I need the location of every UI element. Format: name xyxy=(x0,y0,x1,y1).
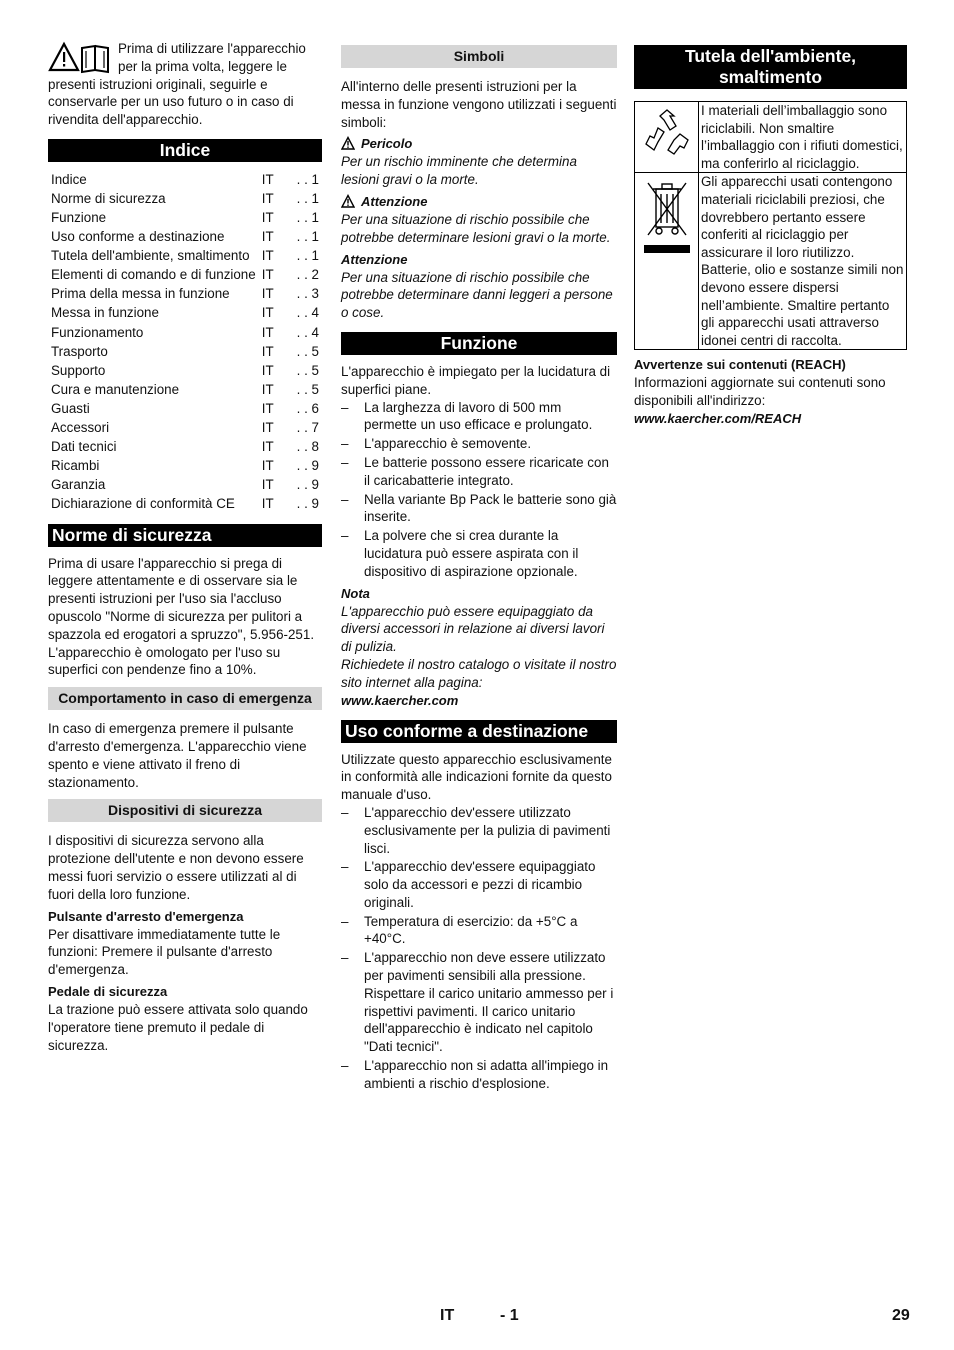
pedal-heading: Pedale di sicurezza xyxy=(48,984,168,1000)
toc-entry-name: Norme di sicurezza xyxy=(51,190,166,206)
toc-entry-name: Elementi di comando e di funzione xyxy=(51,267,256,283)
function-list xyxy=(341,399,617,581)
pedal-body: La trazione può essere attivata solo quando l'operatore tiene premuto il pedale di sicurezza. xyxy=(48,1002,308,1053)
toc-entry-name: Indice xyxy=(51,171,87,187)
emergency-heading: Comportamento in caso di emergenza xyxy=(48,687,322,710)
toc-row[interactable] xyxy=(48,475,322,494)
warning-manual-icon xyxy=(48,40,112,74)
toc-entry-lang: IT xyxy=(261,229,274,245)
toc-row[interactable] xyxy=(48,189,322,208)
safety-body-2: L'apparecchio è omologato per l'uso su superfici con pendenze fino a 10%. xyxy=(48,644,281,678)
list-item: – L'apparecchio non si adatta all'impiego in ambienti a rischio d'esplosione. xyxy=(341,1057,617,1093)
toc-entry-name: Dati tecnici xyxy=(51,439,117,455)
toc-entry-page: . . 1 xyxy=(296,209,319,225)
estop-body: Per disattivare immediatamente tutte le funzioni: Premere il pulsante d'arresto d'emergenza. xyxy=(48,926,281,978)
emergency-body: In caso di emergenza premere il pulsante d'arresto d'emergenza. L'apparecchio viene spento e viene attivato il freno di stazionamento. xyxy=(48,721,307,790)
list-item: – L'apparecchio dev'essere equipaggiato solo da accessori e pezzi di ricambio originali. xyxy=(341,858,617,911)
toc-entry-lang: IT xyxy=(261,190,274,206)
symbols-heading: Simboli xyxy=(341,45,617,68)
reach-text: Informazioni aggiornate sui contenuti sono disponibili all'indirizzo: xyxy=(634,375,886,409)
toc-entry-page: . . 3 xyxy=(296,286,319,302)
packaging-row xyxy=(635,102,907,173)
intro-text: Prima di utilizzare l'apparecchio per la prima volta, leggere le presenti istruzioni originali, seguirle e conservarle per un uso futuro o in caso di rivendita dell'apparecchio. xyxy=(48,41,306,128)
danger-label-text: Pericolo xyxy=(361,136,413,152)
packaging-text: I materiali dell’imballaggio sono riciclabili. Non smaltire l’imballaggio con i rifiuti domestici, ma conferirlo al riciclaggio. xyxy=(699,102,907,173)
toc-entry-page: . . 6 xyxy=(296,400,319,416)
toc-entry-name: Supporto xyxy=(51,362,106,378)
weee-icon-cell xyxy=(635,173,699,350)
toc-entry-lang: IT xyxy=(261,496,274,512)
toc-entry-page: . . 1 xyxy=(296,171,319,187)
toc-entry-page: . . 7 xyxy=(296,420,319,435)
toc-entry-name: Uso conforme a destinazione xyxy=(51,229,225,245)
toc-entry-page: . . 1 xyxy=(296,229,319,245)
toc-entry-lang: IT xyxy=(261,362,274,378)
list-item: – Le batterie possono essere ricaricate con il caricabatterie integrato. xyxy=(341,454,617,490)
column-middle xyxy=(341,40,617,1094)
toc-entry-page: . . 5 xyxy=(296,362,319,378)
toc-entry-page: . . 9 xyxy=(296,477,319,493)
danger-label xyxy=(341,135,617,153)
note-text-2: Richiedete il nostro catalogo o visitate il nostro sito internet alla pagina: xyxy=(341,656,617,690)
toc-entry-lang: IT xyxy=(261,439,274,455)
toc-entry-page: . . 8 xyxy=(296,439,319,455)
footer-language: IT xyxy=(440,1307,455,1324)
toc-row[interactable] xyxy=(48,304,322,323)
toc-entry-lang: IT xyxy=(261,286,274,302)
toc-row[interactable] xyxy=(48,380,322,399)
toc-entry-page: . . 1 xyxy=(296,248,319,264)
note-label: Nota xyxy=(341,585,370,601)
toc-entry-page: . . 9 xyxy=(296,496,319,512)
toc-row[interactable] xyxy=(48,361,322,380)
website-link[interactable]: www.kaercher.com xyxy=(341,692,459,708)
appliance-row xyxy=(635,173,907,350)
toc-entry-name: Ricambi xyxy=(51,458,100,474)
list-item: – La larghezza di lavoro di 500 mm permette un uso efficace e prolungato. xyxy=(341,399,617,435)
reach-heading: Avvertenze sui contenuti (REACH) xyxy=(634,357,846,373)
warning-text: Per una situazione di rischio possibile che potrebbe determinare lesioni gravi o la morte. xyxy=(341,211,611,245)
appliance-text: Gli apparecchi usati contengono materiali riciclabili preziosi, che dovrebbero pertanto essere conferiti al riciclaggio per assicurare il loro riutilizzo. Batterie, olio e sostanze simili non devono essere dispersi nell’ambiente. Smaltire pertanto gli apparecchi usati attraverso idonei centri di raccolta. xyxy=(699,173,907,350)
toc-row[interactable] xyxy=(48,285,322,304)
safety-body: Prima di usare l'apparecchio si prega di leggere attentamente e di osservare sia le presenti istruzioni per l'uso sia l'accluso opuscolo "Norme di sicurezza per pulitori a spazzola ed erogatori a spruzzo", 5.956-251. xyxy=(48,555,315,642)
toc-entry-name: Funzionamento xyxy=(51,324,144,340)
intro-notice xyxy=(48,40,322,129)
toc-row[interactable] xyxy=(48,208,322,227)
column-right xyxy=(634,40,907,428)
toc-entry-name: Guasti xyxy=(51,400,90,416)
toc-entry-page: . . 4 xyxy=(296,305,319,321)
safety-heading: Norme di sicurezza xyxy=(48,524,322,547)
toc-row[interactable] xyxy=(48,399,322,418)
caution-label: Attenzione xyxy=(341,251,408,267)
toc-row[interactable] xyxy=(48,323,322,342)
note-text: L'apparecchio può essere equipaggiato da diversi accessori in relazione ai diversi lavori di pulizia. xyxy=(341,603,605,655)
devices-heading: Dispositivi di sicurezza xyxy=(48,799,322,822)
toc-entry-name: Messa in funzione xyxy=(51,305,159,321)
toc-entry-page: . . 1 xyxy=(296,190,319,206)
toc-entry-lang: IT xyxy=(261,343,274,359)
reach-link[interactable]: www.kaercher.com/REACH xyxy=(634,410,802,426)
function-intro: L'apparecchio è impiegato per la lucidatura di superfici piane. xyxy=(341,363,611,397)
intended-use-list xyxy=(341,804,617,1093)
toc-entry-name: Dichiarazione di conformità CE xyxy=(51,496,235,512)
toc-entry-name: Trasporto xyxy=(51,343,108,359)
column-left xyxy=(48,40,322,1054)
toc-entry-page: . . 5 xyxy=(296,381,319,397)
toc-row[interactable] xyxy=(48,418,322,437)
toc-entry-page: . . 4 xyxy=(296,324,319,340)
crossed-out-bin-icon xyxy=(640,177,694,257)
toc-entry-lang: IT xyxy=(261,324,274,340)
list-item: – La polvere che si crea durante la lucidatura può essere aspirata con il dispositivo di aspirazione opzionale. xyxy=(341,527,617,580)
function-heading: Funzione xyxy=(341,332,617,355)
toc-entry-name: Cura e manutenzione xyxy=(51,381,180,397)
intended-use-intro: Utilizzate questo apparecchio esclusivamente in conformità alle indicazioni fornite da questo manuale d'uso. xyxy=(341,751,612,803)
toc-entry-name: Accessori xyxy=(51,420,110,435)
toc-entry-name: Prima della messa in funzione xyxy=(51,286,230,302)
toc-entry-lang: IT xyxy=(261,305,274,321)
toc-entry-name: Garanzia xyxy=(51,477,106,493)
toc-row[interactable] xyxy=(48,246,322,265)
toc-entry-page: . . 2 xyxy=(296,267,319,283)
list-item: – L'apparecchio dev'essere utilizzato esclusivamente per la pulizia di pavimenti lisci. xyxy=(341,804,617,857)
footer-section: - 1 xyxy=(500,1307,519,1324)
list-item: – L'apparecchio è semovente. xyxy=(341,435,617,453)
toc-row[interactable] xyxy=(48,342,322,361)
toc-entry-name: Funzione xyxy=(51,209,107,225)
list-item: – L'apparecchio non deve essere utilizzato per pavimenti sensibili alla pressione. Rispettare il carico unitario ammesso per i rispettivi pavimenti. Il carico unitario dell'apparecchio è indicato nel capitolo "Dati tecnici". xyxy=(341,949,617,1056)
recycle-icon-cell xyxy=(635,102,699,173)
toc-row[interactable] xyxy=(48,495,322,514)
toc-entry-lang: IT xyxy=(261,381,274,397)
toc-entry-lang: IT xyxy=(261,171,274,187)
toc-entry-page: . . 9 xyxy=(296,458,319,474)
intended-use-heading: Uso conforme a destinazione xyxy=(341,720,617,743)
environment-heading: Tutela dell'ambiente, smaltimento xyxy=(634,45,907,89)
toc-row[interactable] xyxy=(48,456,322,475)
estop-heading: Pulsante d'arresto d'emergenza xyxy=(48,908,244,924)
toc-entry-lang: IT xyxy=(261,400,274,416)
page-number: 29 xyxy=(892,1307,910,1324)
devices-body: I dispositivi di sicurezza servono alla protezione dell'utente e non devono essere messi fuori servizio o essere utilizzati al di fuori della loro funzione. xyxy=(48,833,304,902)
toc-entry-page: . . 5 xyxy=(296,343,319,359)
toc-row[interactable] xyxy=(48,227,322,246)
warning-triangle-icon xyxy=(341,136,355,150)
environment-table xyxy=(634,101,907,350)
toc-row[interactable] xyxy=(48,265,322,284)
toc-entry-lang: IT xyxy=(261,458,274,474)
toc-entry-lang: IT xyxy=(261,209,274,225)
toc-row[interactable] xyxy=(48,170,322,189)
warning-triangle-icon xyxy=(341,194,355,208)
toc-entry-name: Tutela dell'ambiente, smaltimento xyxy=(51,248,250,264)
warning-label xyxy=(341,193,617,211)
list-item: – Temperatura di esercizio: da +5°C a +40°C. xyxy=(341,913,617,949)
symbols-intro: All'interno delle presenti istruzioni per la messa in funzione vengono utilizzati i seguenti simboli: xyxy=(341,79,617,130)
recycle-icon xyxy=(640,106,694,160)
list-item: – Nella variante Bp Pack le batterie sono già inserite. xyxy=(341,491,617,527)
toc-entry-lang: IT xyxy=(261,420,274,435)
toc-entry-lang: IT xyxy=(261,477,274,493)
toc-entry-lang: IT xyxy=(261,267,274,283)
toc-heading: Indice xyxy=(48,139,322,162)
danger-text: Per un rischio imminente che determina lesioni gravi o la morte. xyxy=(341,154,577,188)
toc-table xyxy=(48,170,322,514)
warning-label-text: Attenzione xyxy=(361,193,428,209)
caution-text: Per una situazione di rischio possibile che potrebbe determinare danni leggeri a persone o cose. xyxy=(341,269,613,321)
toc-entry-lang: IT xyxy=(261,248,274,264)
toc-row[interactable] xyxy=(48,437,322,456)
